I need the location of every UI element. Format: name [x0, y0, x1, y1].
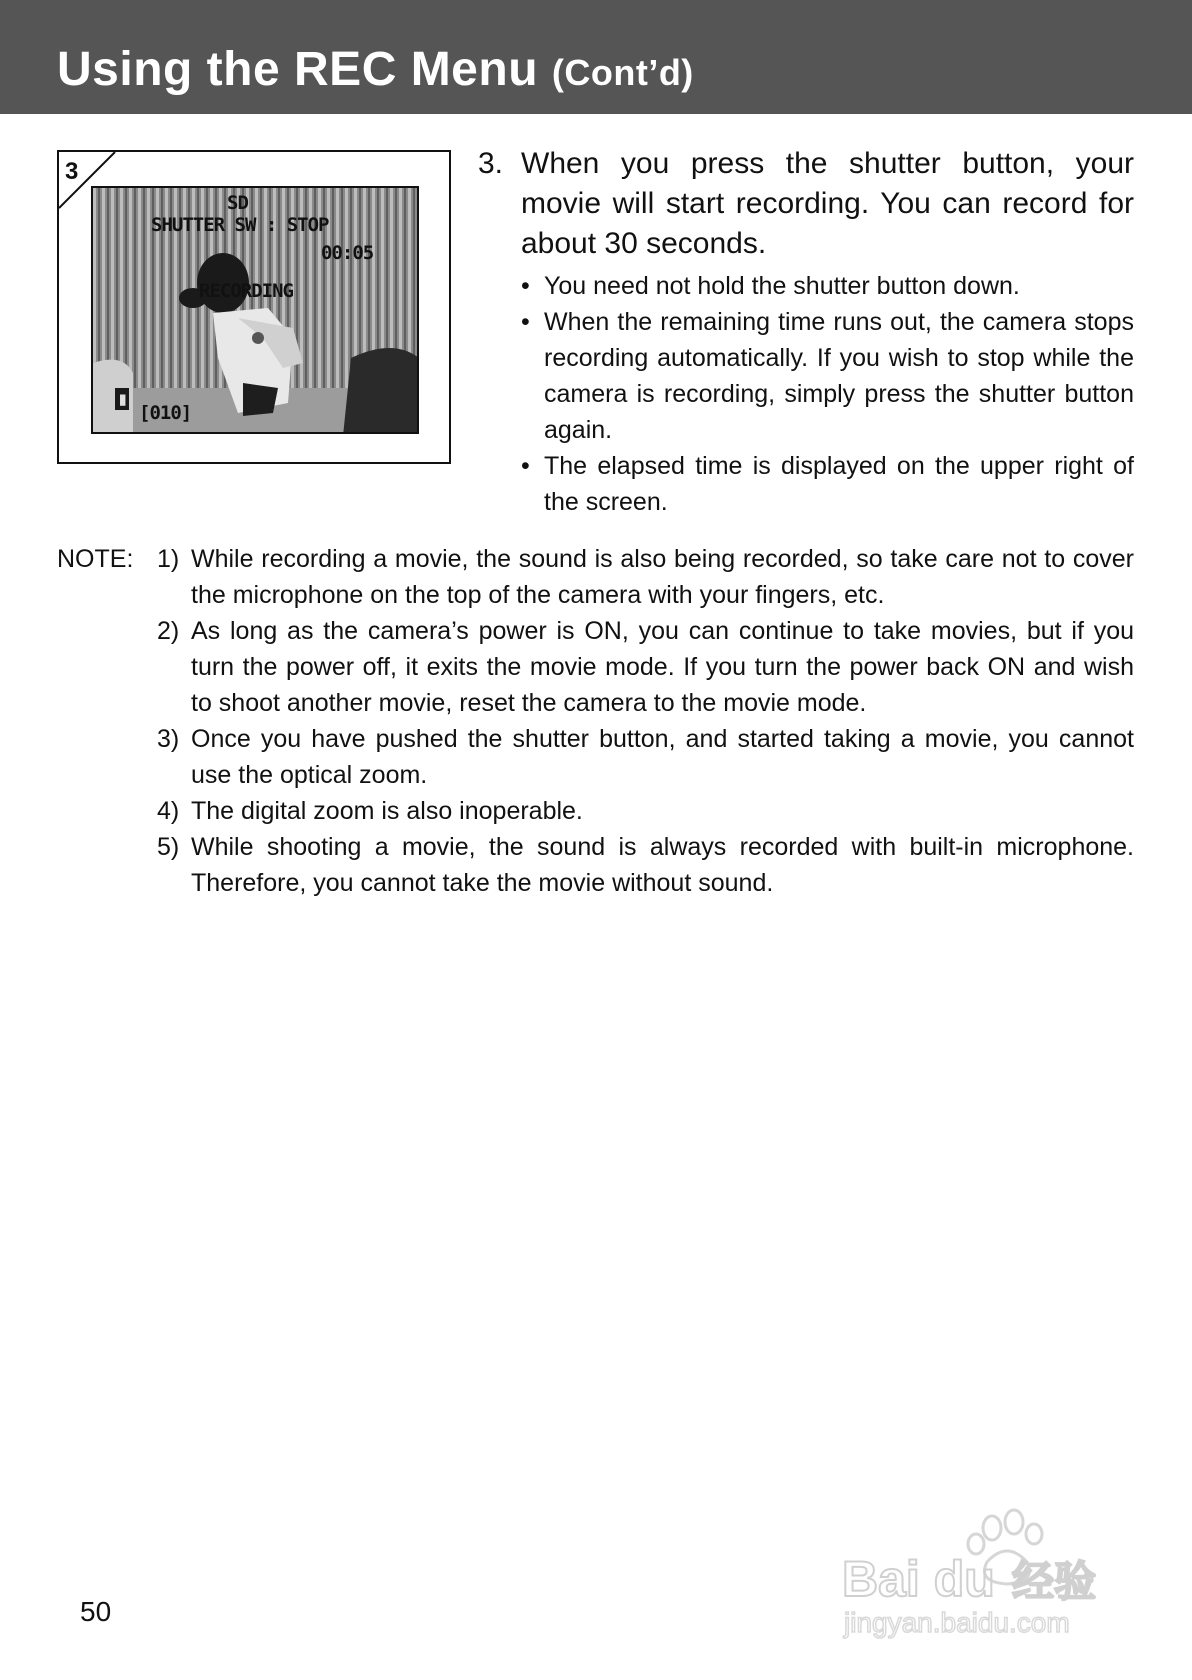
- list-item: [157, 613, 1134, 721]
- note-text: As long as the camera’s power is ON, you can continue to take movies, but if you turn the power off, it exits the movie mode. If you turn the power back ON and wish to shoot another movie, reset the camera to the movie mode.: [191, 617, 1134, 717]
- note-number: 4): [157, 797, 180, 825]
- step-text: When you press the shutter button, your movie will start recording. You can record for about 30 seconds.: [521, 147, 1134, 260]
- page-header: [0, 0, 1192, 114]
- lcd-mode-label: SD: [227, 192, 248, 214]
- list-item: [521, 268, 1134, 304]
- bullet-dot: •: [521, 272, 530, 300]
- baidu-paw-logo: [842, 1500, 1122, 1640]
- page-title-text: Using the REC Menu: [57, 43, 539, 96]
- camera-lcd-screenshot: [91, 186, 419, 434]
- step-bullet-list: [521, 268, 1134, 520]
- note-number: 5): [157, 833, 180, 861]
- bullet-text: The elapsed time is displayed on the upper right of the screen.: [544, 452, 1134, 516]
- baidu-watermark-logo: [842, 1500, 1122, 1645]
- note-number: 3): [157, 725, 180, 753]
- note-text: While shooting a movie, the sound is always recorded with built-in microphone. Therefore, you cannot take the movie without sound.: [191, 833, 1134, 897]
- note-list: [157, 541, 1134, 901]
- svg-text:jingyan.baidu.com: jingyan.baidu.com: [844, 1607, 1070, 1638]
- page-title-subtitle: (Cont’d): [551, 52, 694, 93]
- list-item: [157, 721, 1134, 793]
- bullet-text: You need not hold the shutter button down.: [544, 272, 1020, 300]
- figure-number: 3: [65, 158, 79, 185]
- step-number: 3.: [478, 147, 504, 180]
- note-number: 2): [157, 617, 180, 645]
- bullet-dot: •: [521, 452, 530, 480]
- bullet-dot: •: [521, 308, 530, 336]
- page-number: 50: [80, 1596, 112, 1627]
- lcd-recording-label: RECORDING: [199, 280, 293, 302]
- lcd-shutter-status: SHUTTER SW : STOP: [151, 214, 329, 236]
- list-item: [521, 448, 1134, 520]
- list-item: [521, 304, 1134, 448]
- list-item: [157, 829, 1134, 901]
- lcd-elapsed-time: 00:05: [321, 242, 374, 264]
- lcd-frame-counter: [010]: [139, 402, 192, 424]
- note-text: Once you have pushed the shutter button, and started taking a movie, you cannot use the optical zoom.: [191, 725, 1134, 789]
- bullet-text: When the remaining time runs out, the camera stops recording automatically. If you wish to stop while the camera is recording, simply press the shutter button again.: [544, 308, 1134, 444]
- figure-3: [57, 150, 451, 464]
- note-number: 1): [157, 545, 180, 573]
- lcd-battery-icon: ▮: [117, 388, 128, 410]
- note-label: NOTE:: [57, 545, 134, 573]
- svg-text:Bai du: Bai du: [842, 1551, 995, 1607]
- svg-text:经验: 经验: [1012, 1557, 1097, 1606]
- note-text: While recording a movie, the sound is also being recorded, so take care not to cover the microphone on the top of the camera with your fingers, etc.: [191, 545, 1134, 609]
- note-text: The digital zoom is also inoperable.: [191, 797, 583, 825]
- page-title: [57, 42, 694, 97]
- list-item: [157, 541, 1134, 613]
- list-item: [157, 793, 1134, 829]
